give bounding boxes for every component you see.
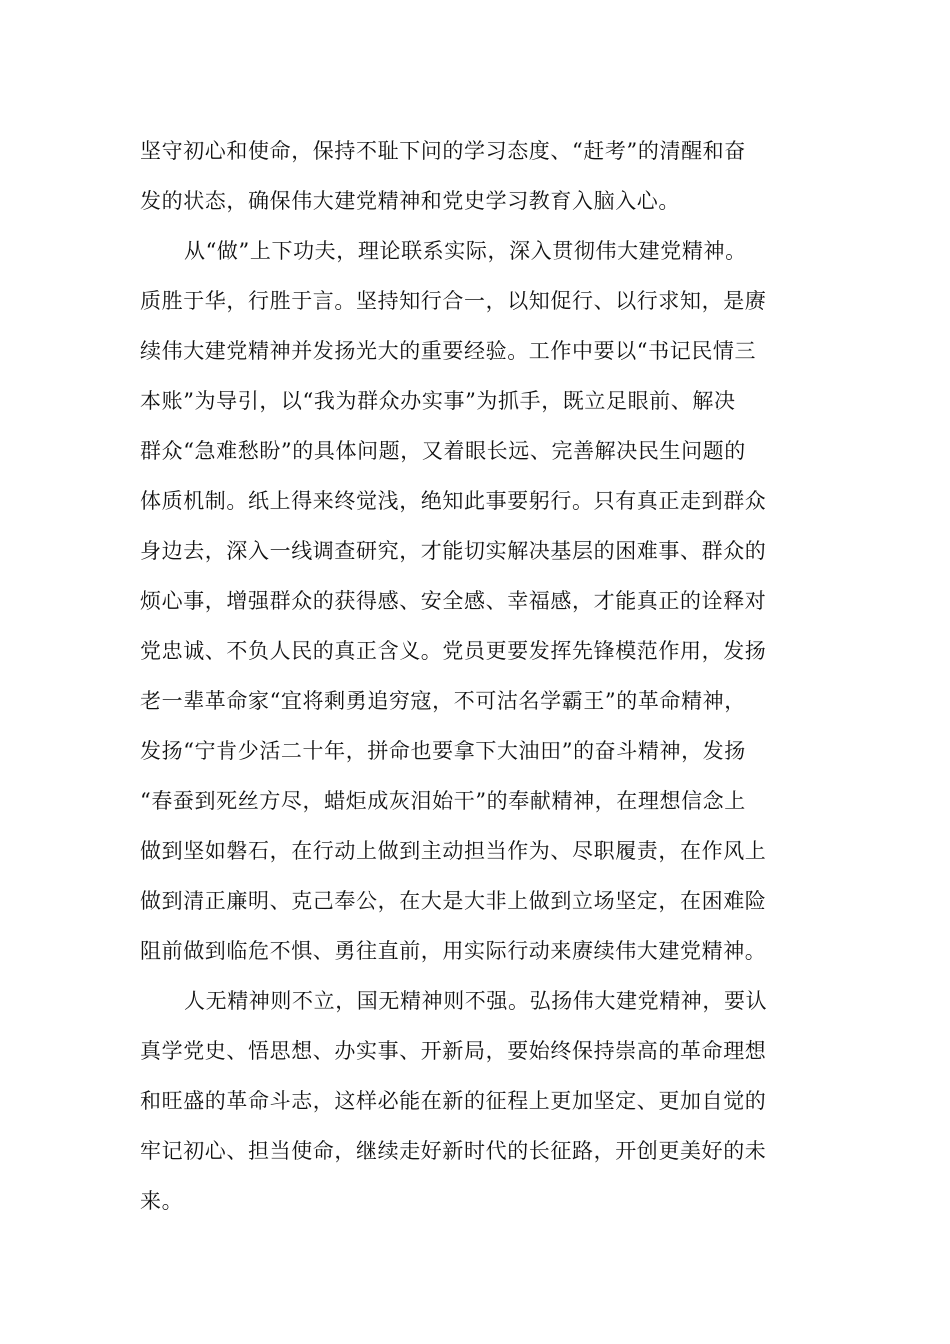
- text-line: 和旺盛的革命斗志，这样必能在新的征程上更加坚定、更加自觉的: [140, 1089, 767, 1113]
- text-line: 身边去，深入一线调查研究，才能切实解决基层的困难事、群众的: [140, 539, 767, 563]
- text-line: 做到坚如磐石，在行动上做到主动担当作为、尽职履责，在作风上: [140, 839, 767, 863]
- text-line: 老一辈革命家“宜将剩勇追穷寇，不可沽名学霸王”的革命精神，: [140, 689, 746, 713]
- text-line: 从“做”上下功夫，理论联系实际，深入贯彻伟大建党精神。: [184, 239, 747, 263]
- text-line: 烦心事，增强群众的获得感、安全感、幸福感，才能真正的诠释对: [140, 589, 767, 613]
- text-line: 真学党史、悟思想、办实事、开新局，要始终保持崇高的革命理想: [140, 1039, 767, 1063]
- paragraph-2: [140, 226, 800, 976]
- text-line: 续伟大建党精神并发扬光大的重要经验。工作中要以“书记民情三: [140, 339, 757, 363]
- text-line: 坚守初心和使命，保持不耻下问的学习态度、“赶考”的清醒和奋: [140, 139, 746, 163]
- text-line: 质胜于华，行胜于言。坚持知行合一，以知促行、以行求知，是赓: [140, 289, 767, 313]
- text-line: 来。: [140, 1189, 184, 1213]
- text-line: 发扬“宁肯少活二十年，拼命也要拿下大油田”的奋斗精神，发扬: [140, 739, 746, 763]
- text-line: 体质机制。纸上得来终觉浅，绝知此事要躬行。只有真正走到群众: [140, 489, 767, 513]
- text-line: 党忠诚、不负人民的真正含义。党员更要发挥先锋模范作用，发扬: [140, 639, 767, 663]
- text-line: 做到清正廉明、克己奉公，在大是大非上做到立场坚定，在困难险: [140, 889, 767, 913]
- paragraph-3: [140, 976, 800, 1226]
- document-body: [140, 126, 800, 1226]
- text-line: 人无精神则不立，国无精神则不强。弘扬伟大建党精神，要认: [184, 989, 768, 1013]
- text-line: 阻前做到临危不惧、勇往直前，用实际行动来赓续伟大建党精神。: [140, 939, 767, 963]
- paragraph-1: [140, 126, 800, 226]
- text-line: “春蚕到死丝方尽，蜡炬成灰泪始干”的奉献精神，在理想信念上: [140, 789, 746, 813]
- text-line: 牢记初心、担当使命，继续走好新时代的长征路，开创更美好的未: [140, 1139, 767, 1163]
- text-line: 发的状态，确保伟大建党精神和党史学习教育入脑入心。: [140, 189, 680, 213]
- text-line: 本账”为导引，以“我为群众办实事”为抓手，既立足眼前、解决: [140, 389, 736, 413]
- text-line: 群众“急难愁盼”的具体问题，又着眼长远、完善解决民生问题的: [140, 439, 746, 463]
